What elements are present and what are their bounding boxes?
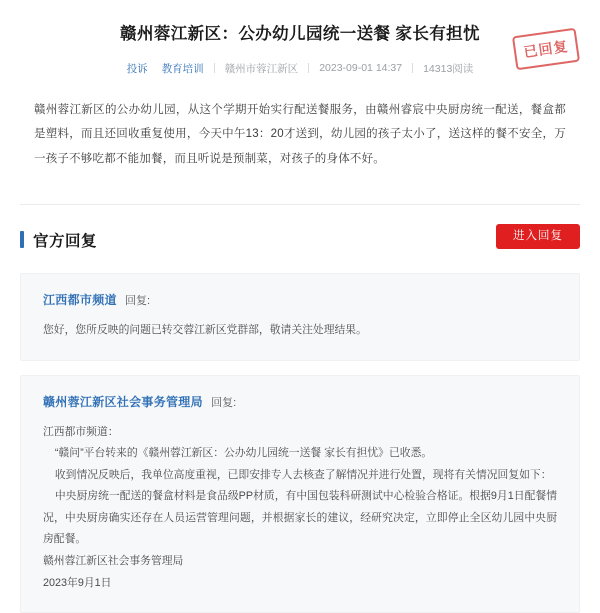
reply-paragraph: 江西都市频道： — [43, 422, 557, 444]
meta-divider — [412, 63, 413, 73]
reply-card-body — [43, 320, 557, 342]
enter-reply-button[interactable]: 进入回复 — [496, 224, 580, 250]
official-reply-header — [20, 223, 580, 257]
meta-datetime: 2023-09-01 14:37 — [319, 62, 402, 74]
reply-card-header — [43, 291, 557, 308]
meta-divider — [308, 63, 309, 73]
reply-signature-date: 2023年9月1日 — [43, 573, 557, 595]
article-meta — [40, 61, 560, 76]
article-body-text: 赣州蓉江新区的公办幼儿园，从这个学期开始实行配送餐服务，由赣州睿宸中央厨房统一配送，餐盒都是塑料，而且还回收重复使用，今天中午13：20才送到，幼儿园的孩子太小了，送这样的餐不安全，万一孩子不够吃都不能加餐，而且听说是预制菜，对孩子的身体不好。 — [34, 98, 566, 172]
meta-region: 赣州市蓉江新区 — [225, 61, 299, 76]
section-divider — [20, 204, 580, 205]
reply-label: 回复: — [211, 397, 236, 409]
reply-card-header — [43, 393, 557, 410]
reply-org-name: 赣州蓉江新区社会事务管理局 — [43, 395, 203, 409]
meta-views: 14313阅读 — [423, 61, 473, 76]
reply-card-list — [20, 273, 580, 613]
meta-divider — [214, 63, 215, 73]
reply-paragraph: 收到情况反映后，我单位高度重视，已即安排专人去核查了解情况并进行处置，现将有关情况回复如下： — [43, 465, 557, 487]
reply-card-body — [43, 422, 557, 595]
reply-card — [20, 375, 580, 613]
page-title: 赣州蓉江新区：公办幼儿园统一送餐 家长有担忧 — [40, 22, 560, 47]
status-badge-replied: 已回复 — [512, 28, 580, 71]
reply-signature-org: 赣州蓉江新区社会事务管理局 — [43, 551, 557, 573]
reply-org-name: 江西都市频道 — [43, 293, 117, 307]
section-accent-bar — [20, 231, 24, 248]
reply-paragraph: “赣问”平台转来的《赣州蓉江新区：公办幼儿园统一送餐 家长有担忧》已收悉。 — [43, 443, 557, 465]
article-body — [0, 76, 600, 172]
scrollbar[interactable] — [596, 0, 600, 575]
reply-paragraph: 您好，您所反映的问题已转交蓉江新区党群部，敬请关注处理结果。 — [43, 320, 557, 342]
meta-subcategory-link[interactable]: 教育培训 — [162, 61, 204, 76]
official-reply-title: 官方回复 — [33, 229, 97, 251]
reply-paragraph: 中央厨房统一配送的餐盒材料是食品级PP材质，有中国包装科研测试中心检验合格证。根据9月1日配餐情况，中央厨房确实还存在人员运营管理问题，并根据家长的建议，经研究决定，立即停止全区幼儿园中央厨房配餐。 — [43, 486, 557, 551]
article-header — [0, 0, 600, 76]
meta-category-link[interactable]: 投诉 — [127, 61, 148, 76]
reply-card — [20, 273, 580, 361]
reply-label: 回复: — [125, 295, 150, 307]
